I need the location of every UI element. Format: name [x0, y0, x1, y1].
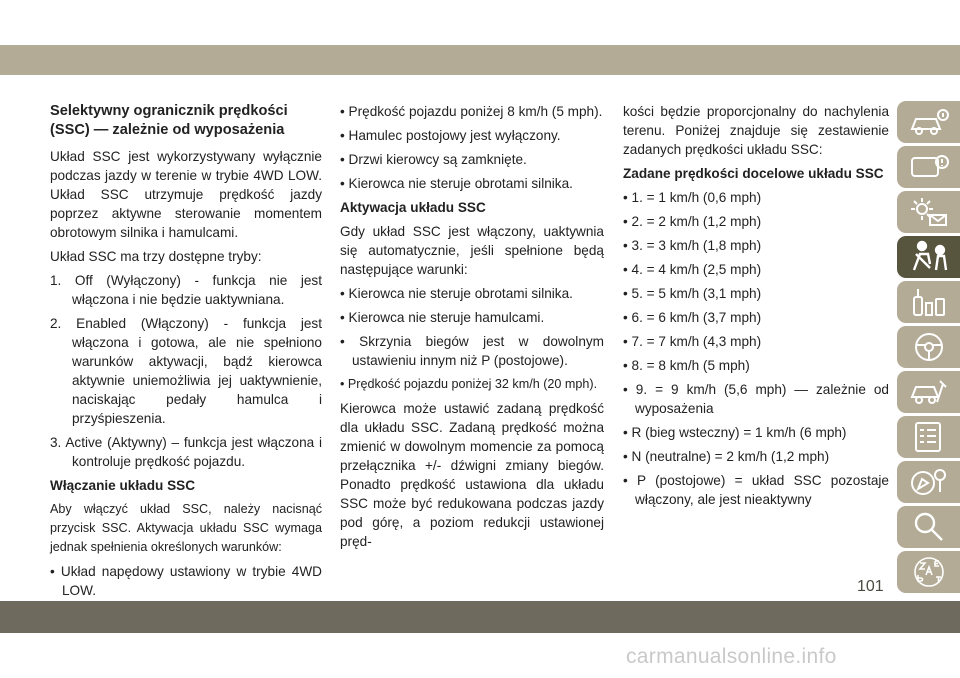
top-band — [0, 45, 960, 75]
tab-car-info[interactable] — [897, 101, 960, 143]
tab-service[interactable] — [897, 281, 960, 323]
dashboard-warning-icon — [908, 150, 950, 184]
language-alphabet-icon — [908, 555, 950, 589]
mode-item: 3. Active (Aktywny) – funkcja jest włączona i kontroluje prędkość pojazdu. — [50, 435, 322, 469]
warning-lights-icon — [908, 195, 950, 229]
seatbelt-airbag-icon — [908, 240, 950, 274]
speed-item: • R (bieg wsteczny) = 1 km/h (6 mph) — [623, 425, 847, 440]
bottom-band — [0, 601, 960, 633]
tab-driving[interactable] — [897, 326, 960, 368]
activation-condition: • Prędkość pojazdu poniżej 32 km/h (20 mph). — [340, 377, 598, 391]
continuation-paragraph: kości będzie proporcjonalny do nachylenia terenu. Poniżej znajduje się zestawienie zadanych prędkości układu SSC: — [623, 104, 889, 157]
intro-paragraph: Układ SSC jest wykorzystywany wyłącznie podczas jazdy w terenie w trybie 4WD LOW. Układ SSC utrzymuje prędkość jazdy poprzez aktywne sterowanie momentem obrotowym silnika i hamulcami. — [50, 149, 322, 240]
tab-warning-lights[interactable] — [897, 191, 960, 233]
condition-item: • Hamulec postojowy jest wyłączony. — [340, 128, 561, 143]
tab-multimedia[interactable] — [897, 461, 960, 503]
tab-dashboard[interactable] — [897, 146, 960, 188]
car-tools-icon — [908, 375, 950, 409]
column-3 — [623, 102, 889, 514]
speed-item: • N (neutralne) = 2 km/h (1,2 mph) — [623, 449, 830, 464]
setspeed-paragraph: Kierowca może ustawić zadaną prędkość dla układu SSC. Zadaną prędkość można zmienić w dowolnym momencie za pomocą przełącznika +/- dźwigni zmiany biegów. Ponadto prędkość ustawiona dla układu SSC może być redukowana podczas jazdy pod górę, a poziom redukcji ustawionej pręd- — [340, 401, 604, 549]
watermark: carmanualsonline.info — [626, 645, 837, 668]
tab-emergency[interactable] — [897, 371, 960, 413]
condition-item: • Kierowca nie steruje obrotami silnika. — [340, 176, 573, 191]
speed-item: • 7. = 7 km/h (4,3 mph) — [623, 334, 762, 349]
tab-specifications[interactable] — [897, 416, 960, 458]
condition-item: • Prędkość pojazdu poniżej 8 km/h (5 mph). — [340, 104, 603, 119]
car-info-icon — [908, 105, 950, 139]
activation-condition: • Skrzynia biegów jest w dowolnym ustawieniu innym niż P (postojowe). — [340, 334, 604, 368]
specifications-list-icon — [908, 420, 950, 454]
steering-wheel-icon — [908, 330, 950, 364]
speed-item: • P (postojowe) = układ SSC pozostaje włączony, ale jest nieaktywny — [623, 473, 889, 507]
enable-paragraph: Aby włączyć układ SSC, należy nacisnąć przycisk SSC. Aktywacja układu SSC wymaga jednak spełnienia określonych warunków: — [50, 502, 322, 554]
speed-item: • 2. = 2 km/h (1,2 mph) — [623, 214, 762, 229]
subheading-speeds: Zadane prędkości docelowe układu SSC — [623, 166, 884, 181]
speed-item: • 3. = 3 km/h (1,8 mph) — [623, 238, 762, 253]
activation-paragraph: Gdy układ SSC jest włączony, uaktywnia się automatycznie, jeśli spełnione będą następujące warunki: — [340, 224, 604, 277]
section-heading: Selektywny ogranicznik prędkości (SSC) — zależnie od wyposażenia — [50, 103, 288, 138]
page-number: 101 — [857, 578, 884, 595]
mode-item: 1. Off (Wyłączony) - funkcja nie jest włączona i nie będzie uaktywniana. — [50, 273, 322, 307]
column-1 — [50, 102, 322, 605]
speed-item: • 6. = 6 km/h (3,7 mph) — [623, 310, 762, 325]
speed-item: • 9. = 9 km/h (5,6 mph) — zależnie od wyposażenia — [623, 382, 889, 416]
subheading-enable: Włączanie układu SSC — [50, 478, 196, 493]
activation-condition: • Kierowca nie steruje obrotami silnika. — [340, 286, 573, 301]
condition-item: • Drzwi kierowcy są zamknięte. — [340, 152, 527, 167]
tab-language[interactable] — [897, 551, 960, 593]
condition-item: • Układ napędowy ustawiony w trybie 4WD LOW. — [50, 564, 322, 598]
activation-condition: • Kierowca nie steruje hamulcami. — [340, 310, 545, 325]
speed-item: • 1. = 1 km/h (0,6 mph) — [623, 190, 762, 205]
search-index-icon — [908, 510, 950, 544]
column-2 — [340, 102, 604, 556]
speed-item: • 5. = 5 km/h (3,1 mph) — [623, 286, 762, 301]
tab-safety[interactable] — [897, 236, 960, 278]
navigation-media-icon — [908, 465, 950, 499]
service-maintenance-icon — [908, 285, 950, 319]
tab-index[interactable] — [897, 506, 960, 548]
speed-item: • 8. = 8 km/h (5 mph) — [623, 358, 750, 373]
modes-intro: Układ SSC ma trzy dostępne tryby: — [50, 249, 262, 264]
subheading-activation: Aktywacja układu SSC — [340, 200, 486, 215]
speed-item: • 4. = 4 km/h (2,5 mph) — [623, 262, 762, 277]
mode-item: 2. Enabled (Włączony) - funkcja jest włączona i gotowa, ale nie spełniono warunków aktywacji, bądź kierowca aktywnie uniemożliwia jej uaktywnienie, naciskając pedały hamulca i przyśpieszenia. — [50, 316, 322, 426]
